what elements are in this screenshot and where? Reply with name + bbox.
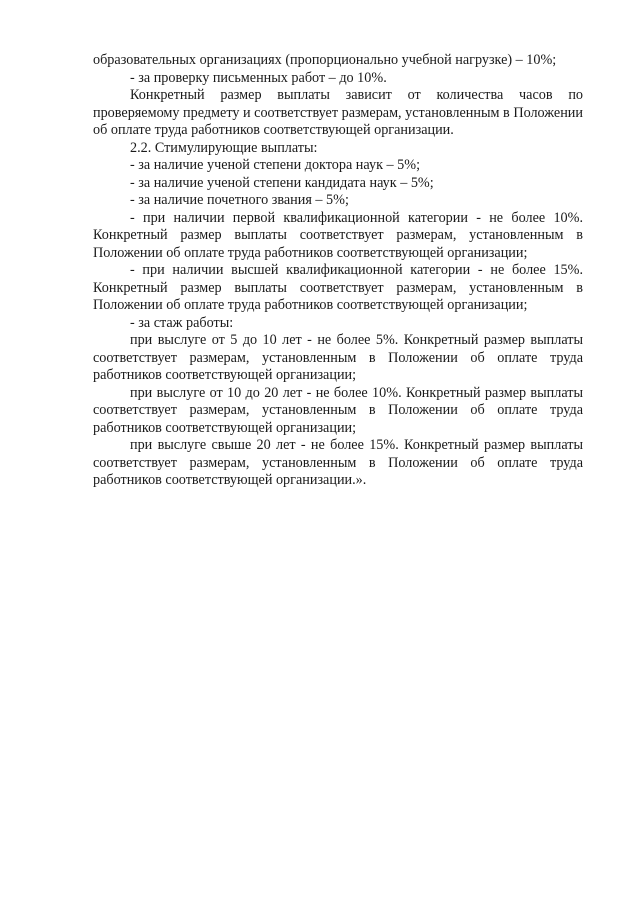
list-item-candidate-degree: - за наличие ученой степени кандидата наук – 5%; [130, 174, 434, 191]
paragraph-experience-5-10: при выслуге от 5 до 10 лет - не более 5%. Конкретный размер выплаты соответствует размерам, установленным в Положении об оплате труда работников соответствующей организации; [93, 332, 583, 383]
paragraph-written-work-check: - за проверку письменных работ – до 10%. [130, 69, 387, 86]
document-body [93, 52, 583, 490]
list-item-first-category: - при наличии первой квалификационной категории - не более 10%. Конкретный размер выплаты соответствует размерам, установленным в Положении об оплате труда работников соответствующей организации; [93, 209, 583, 261]
paragraph-experience-over-20: при выслуге свыше 20 лет - не более 15%. Конкретный размер выплаты соответствует размерам, установленным в Положении об оплате труда работников соответствующей организации.». [93, 437, 583, 488]
section-heading-incentive-payments: 2.2. Стимулирующие выплаты: [130, 139, 318, 156]
list-item-work-experience: - за стаж работы: [130, 314, 234, 331]
paragraph-continuation: образовательных организациях (пропорционально учебной нагрузке) – 10%; [93, 52, 557, 68]
paragraph-experience-10-20: при выслуге от 10 до 20 лет - не более 10%. Конкретный размер выплаты соответствует размерам, установленным в Положении об оплате труда работников соответствующей организации; [93, 384, 583, 436]
list-item-highest-category: - при наличии высшей квалификационной категории - не более 15%. Конкретный размер выплаты соответствует размерам, установленным в Положении об оплате труда работников соответствующей организации; [93, 262, 583, 313]
paragraph-payment-size-hours: Конкретный размер выплаты зависит от количества часов по проверяемому предмету и соответствует размерам, установленным в Положении об оплате труда работников соответствующей организации. [93, 87, 583, 138]
list-item-doctor-degree: - за наличие ученой степени доктора наук – 5%; [130, 157, 421, 173]
list-item-honorary-title: - за наличие почетного звания – 5%; [130, 192, 349, 208]
